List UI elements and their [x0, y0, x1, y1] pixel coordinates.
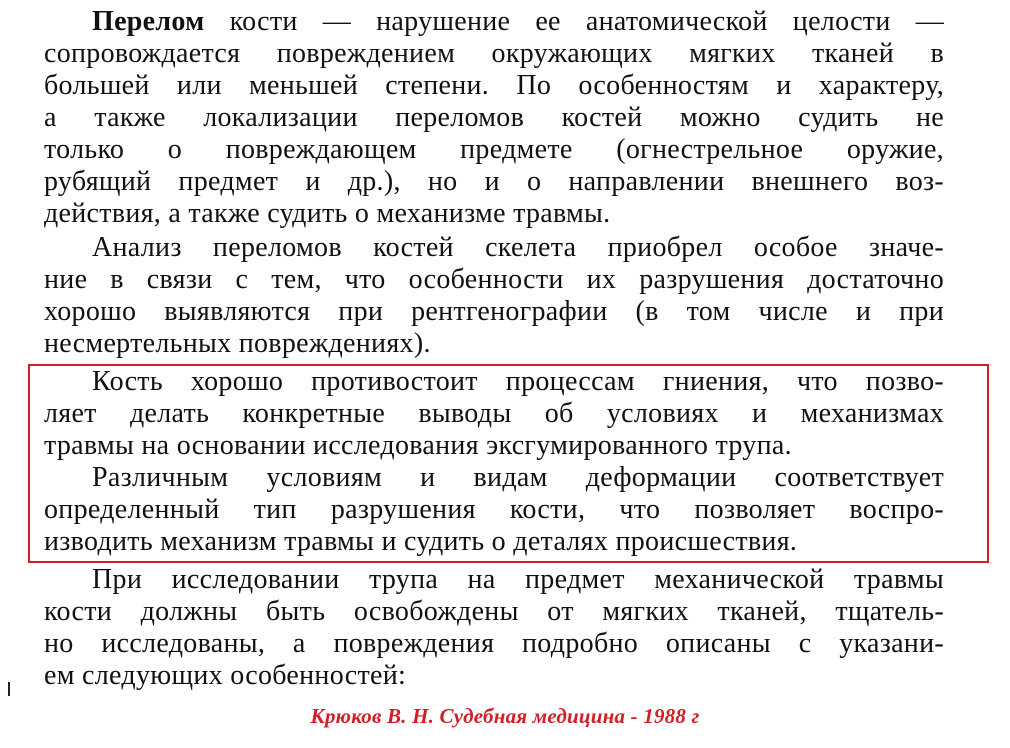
- p5-line-2: кости должны быть освобождены от мягких тканей, тщатель-: [44, 596, 944, 627]
- p5-line-4: ем следующих особенностей:: [44, 660, 407, 691]
- p1-line-1: Перелом кости — нарушение ее анатомической целости —: [92, 6, 944, 37]
- p5-line-3: но исследованы, а повреждения подробно описаны с указани-: [44, 628, 944, 659]
- p1-line-4: а также локализации переломов костей можно судить не: [44, 102, 944, 133]
- source-caption: Крюков В. Н. Судебная медицина - 1988 г: [310, 704, 700, 728]
- term-fracture: Перелом: [92, 6, 205, 37]
- p1-line-6: рубящий предмет и др.), но и о направлении внешнего воз-: [44, 166, 944, 197]
- p2-line-4: несмертельных повреждениях).: [44, 328, 431, 359]
- p3-line-3: травмы на основании исследования эксгумированного трупа.: [44, 430, 792, 461]
- p4-line-2: определенный тип разрушения кости, что позволяет воспро-: [44, 494, 944, 525]
- p5-line-1: При исследовании трупа на предмет механической травмы: [92, 564, 944, 595]
- p1-line-5: только о повреждающем предмете (огнестрельное оружие,: [44, 134, 944, 165]
- p4-line-3: изводить механизм травмы и судить о деталях происшествия.: [44, 526, 798, 557]
- p1-line-7: действия, а также судить о механизме травмы.: [44, 198, 611, 229]
- p4-line-1: Различным условиям и видам деформации соответствует: [92, 462, 944, 493]
- p1-line-3: большей или меньшей степени. По особенностям и характеру,: [44, 70, 944, 101]
- p3-line-2: ляет делать конкретные выводы об условиях и механизмах: [44, 398, 944, 429]
- p1-line-2: сопровождается повреждением окружающих мягких тканей в: [44, 38, 944, 69]
- scan-artifact-mark: [8, 682, 10, 696]
- p2-line-2: ние в связи с тем, что особенности их разрушения достаточно: [44, 264, 944, 295]
- p2-line-3: хорошо выявляются при рентгенографии (в том числе и при: [44, 296, 944, 327]
- p3-line-1: Кость хорошо противостоит процессам гниения, что позво-: [92, 366, 944, 397]
- p2-line-1: Анализ переломов костей скелета приобрел особое значе-: [92, 232, 944, 263]
